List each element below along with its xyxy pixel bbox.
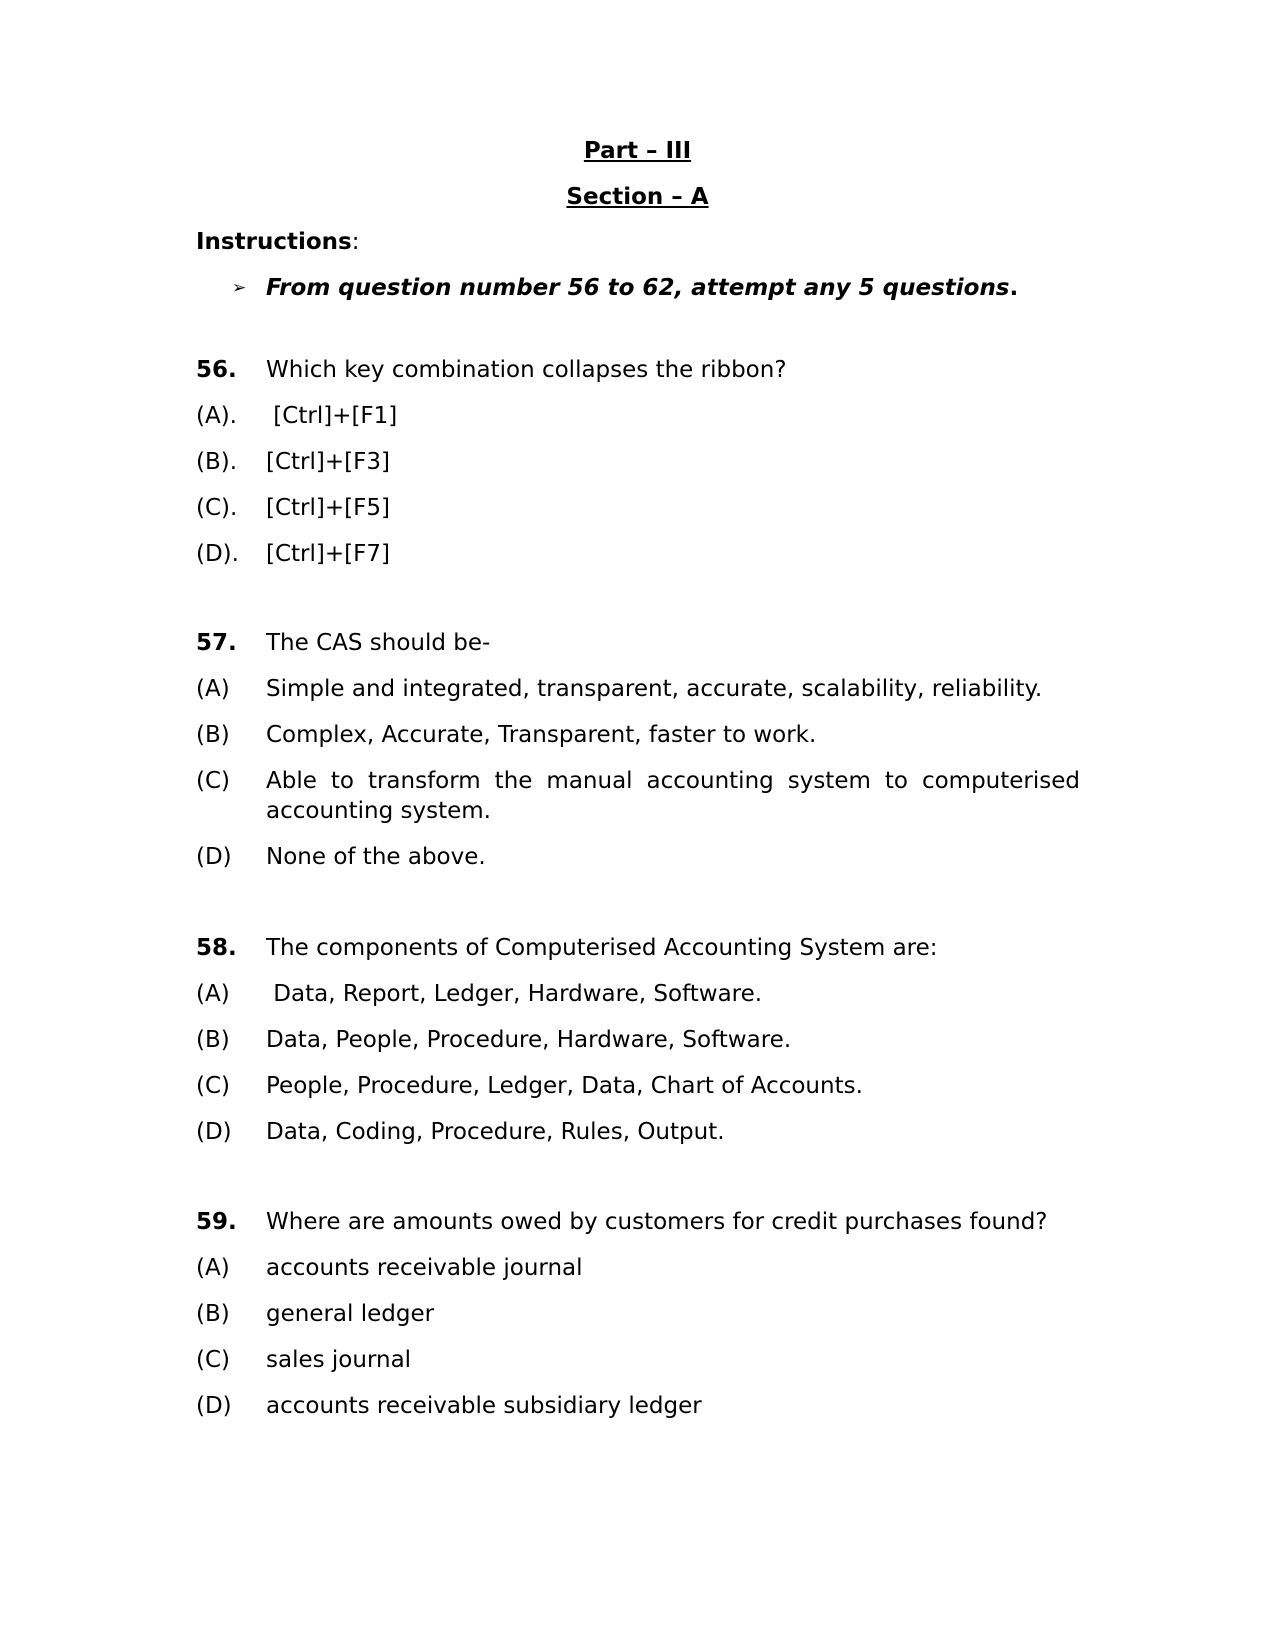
option-text: [Ctrl]+[F3]: [266, 449, 390, 475]
instruction-text: From question number 56 to 62, attempt any 5 questions: [266, 275, 1010, 301]
option-a: [196, 1253, 1080, 1283]
option-c: [196, 493, 1080, 523]
option-c: [196, 1071, 1080, 1101]
option-label: (A): [196, 1255, 230, 1281]
question-number: 57.: [196, 630, 237, 656]
option-text: Complex, Accurate, Transparent, faster to work.: [266, 722, 817, 748]
instruction-item: [232, 275, 1018, 301]
option-text: [Ctrl]+[F5]: [266, 495, 390, 521]
part-title: Part – III: [583, 138, 692, 164]
option-b: [196, 720, 1080, 750]
option-text: Able to transform the manual accounting system to computerised accounting system.: [266, 768, 1080, 824]
question-number: 56.: [196, 357, 237, 383]
option-label: (A): [196, 981, 230, 1007]
option-d: [196, 1117, 1080, 1147]
question-stem: [196, 355, 1080, 385]
option-text: Data, Coding, Procedure, Rules, Output.: [266, 1119, 725, 1145]
question-number: 59.: [196, 1209, 237, 1235]
option-label: (D): [196, 844, 232, 870]
option-b: [196, 1299, 1080, 1329]
option-d: [196, 842, 1080, 872]
option-text: general ledger: [266, 1301, 435, 1327]
option-text: [Ctrl]+[F7]: [266, 541, 390, 567]
option-label: (C): [196, 1347, 231, 1373]
option-a: [196, 401, 1080, 431]
option-d: [196, 539, 1080, 569]
option-text: Data, Report, Ledger, Hardware, Software.: [266, 981, 763, 1007]
option-label: (D): [196, 1393, 232, 1419]
option-label: (C).: [196, 495, 238, 521]
section-title: Section – A: [566, 184, 709, 210]
option-label: (A): [196, 676, 230, 702]
option-label: (B): [196, 1301, 230, 1327]
option-b: [196, 447, 1080, 477]
option-label: (C): [196, 768, 231, 794]
question-57: [196, 628, 1080, 888]
question-stem: [196, 1207, 1080, 1237]
option-label: (B): [196, 722, 230, 748]
instruction-period: .: [1009, 275, 1019, 301]
option-text: None of the above.: [266, 844, 486, 870]
option-c: [196, 766, 1080, 826]
question-stem: [196, 628, 1080, 658]
option-label: (A).: [196, 403, 237, 429]
question-text: Which key combination collapses the ribbon?: [266, 357, 787, 383]
option-text: accounts receivable subsidiary ledger: [266, 1393, 702, 1419]
question-stem: [196, 933, 1080, 963]
question-text: The components of Computerised Accounting System are:: [266, 935, 938, 961]
question-text: The CAS should be-: [266, 630, 491, 656]
option-text: accounts receivable journal: [266, 1255, 583, 1281]
option-text: Simple and integrated, transparent, accurate, scalability, reliability.: [266, 676, 1043, 702]
question-59: [196, 1207, 1080, 1437]
question-56: [196, 355, 1080, 585]
option-label: (B).: [196, 449, 238, 475]
option-label: (B): [196, 1027, 230, 1053]
option-c: [196, 1345, 1080, 1375]
arrow-bullet-icon: ➢: [232, 278, 247, 298]
option-text: sales journal: [266, 1347, 412, 1373]
option-label: (D): [196, 1119, 232, 1145]
question-text: Where are amounts owed by customers for credit purchases found?: [266, 1209, 1048, 1235]
instructions-heading: [196, 229, 359, 255]
question-number: 58.: [196, 935, 237, 961]
option-label: (D).: [196, 541, 239, 567]
option-a: [196, 674, 1080, 704]
option-a: [196, 979, 1080, 1009]
option-text: People, Procedure, Ledger, Data, Chart of Accounts.: [266, 1073, 863, 1099]
question-58: [196, 933, 1080, 1163]
instructions-label: Instructions: [196, 229, 352, 255]
option-text: Data, People, Procedure, Hardware, Software.: [266, 1027, 792, 1053]
option-label: (C): [196, 1073, 231, 1099]
option-text: [Ctrl]+[F1]: [266, 403, 398, 429]
instructions-colon: :: [351, 229, 360, 255]
option-d: [196, 1391, 1080, 1421]
option-b: [196, 1025, 1080, 1055]
